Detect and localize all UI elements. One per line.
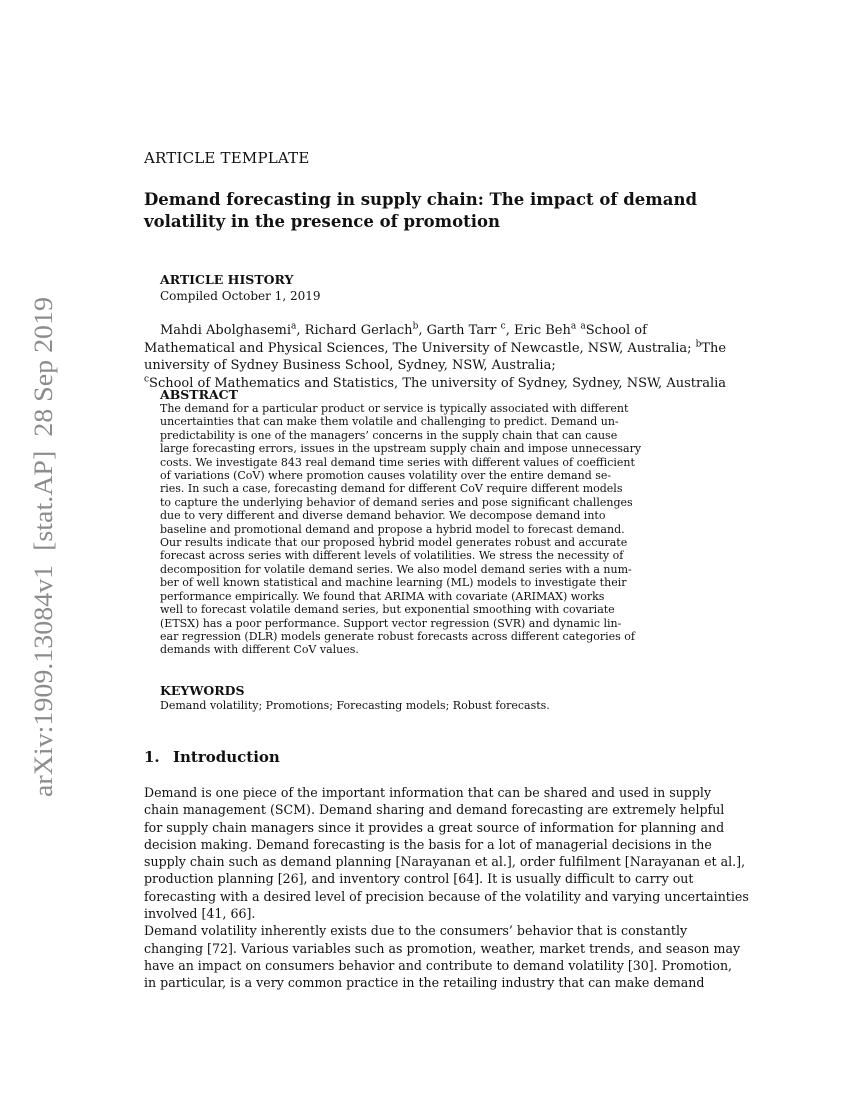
- affiliation-line: [144, 339, 727, 358]
- abstract-line: of variations (CoV) where promotion causes volatility over the entire demand se-: [160, 469, 612, 483]
- paragraph-line: chain management (SCM). Demand sharing and demand forecasting are extremely helpful: [144, 802, 725, 818]
- paragraph-line: Demand is one piece of the important information that can be shared and used in supply: [144, 785, 712, 800]
- paragraph-line: supply chain such as demand planning [Narayanan et al.], order fulfilment [Narayanan et al.],: [144, 854, 746, 870]
- affiliation-line: [144, 357, 699, 375]
- keywords-heading: KEYWORDS: [160, 683, 245, 698]
- abstract-line: to capture the underlying behavior of demand series and pose significant challenges: [160, 495, 633, 509]
- article-template-label: ARTICLE TEMPLATE: [144, 149, 310, 167]
- abstract-line: decomposition for volatile demand series. We also model demand series with a num-: [160, 562, 632, 576]
- paragraph-line: for supply chain managers since it provides a great source of information for planning and: [144, 819, 725, 835]
- affiliation-mark: c: [144, 374, 150, 385]
- paper-title-line: volatility in the presence of promotion: [144, 212, 501, 231]
- paragraph-line: involved [41, 66].: [144, 906, 256, 922]
- author-name: Mahdi Abolghasemi: [160, 323, 292, 338]
- affiliation-text: university of Sydney Business School, Sydney, NSW, Australia;: [144, 358, 556, 373]
- abstract-line: ber of well known statistical and machine learning (ML) models to investigate their: [160, 576, 627, 590]
- paper-title: [144, 189, 704, 233]
- authors-affiliations: [144, 321, 727, 392]
- affiliation-text: School of Mathematics and Statistics, The university of Sydney, Sydney, NSW, Australia: [149, 375, 727, 391]
- affiliation-mark: b: [412, 321, 419, 332]
- abstract-line: The demand for a particular product or service is typically associated with different: [160, 402, 629, 415]
- author-line: [144, 322, 699, 340]
- article-history-heading: ARTICLE HISTORY: [160, 272, 294, 287]
- keywords-text: Demand volatility; Promotions; Forecasting models; Robust forecasts.: [160, 699, 550, 712]
- paragraph-line: decision making. Demand forecasting is the basis for a lot of managerial decisions in the: [144, 836, 712, 852]
- abstract-line: well to forecast volatile demand series, but exponential smoothing with covariate: [160, 603, 615, 617]
- abstract-line: baseline and promotional demand and propose a hybrid model to forecast demand.: [160, 522, 625, 536]
- abstract-line: ries. In such a case, forecasting demand for different CoV require different models: [160, 482, 623, 496]
- abstract-line: Our results indicate that our proposed hybrid model generates robust and accurate: [160, 536, 628, 550]
- abstract-heading: ABSTRACT: [160, 387, 238, 402]
- abstract-line: uncertainties that can make them volatile and challenging to predict. Demand un-: [160, 415, 619, 429]
- author-name: , Eric Beh: [505, 323, 571, 338]
- affiliation-text: The: [701, 340, 727, 356]
- affiliation-mark: a: [580, 321, 586, 332]
- paper-title-line: Demand forecasting in supply chain: The impact of demand: [144, 190, 697, 209]
- abstract-line: demands with different CoV values.: [160, 643, 359, 657]
- affiliation-mark: a: [570, 321, 577, 332]
- abstract-line: performance empirically. We found that ARIMA with covariate (ARIMAX) works: [160, 589, 605, 603]
- section-title: Introduction: [173, 748, 280, 766]
- paragraph-line: changing [72]. Various variables such as promotion, weather, market trends, and season may: [144, 940, 741, 956]
- author-name: , Garth Tarr: [418, 323, 501, 338]
- paragraph-line: production planning [26], and inventory control [64]. It is usually difficult to carry out: [144, 871, 694, 887]
- introduction-body: [144, 784, 749, 992]
- affiliation-text: Mathematical and Physical Sciences, The University of Newcastle, NSW, Australia;: [144, 340, 696, 356]
- paragraph-line: Demand volatility inherently exists due to the consumers’ behavior that is constantly: [144, 923, 688, 939]
- abstract-line: large forecasting errors, issues in the upstream supply chain and impose unnecessary: [160, 442, 642, 456]
- author-name: , Richard Gerlach: [296, 323, 413, 338]
- abstract-line: forecast across series with different levels of volatilities. We stress the necessity of: [160, 549, 624, 563]
- affiliation-mark: a: [291, 321, 297, 332]
- paragraph-line: have an impact on consumers behavior and contribute to demand volatility [30]. Promotion,: [144, 957, 733, 973]
- arxiv-stamp-graphic: [8, 295, 68, 800]
- affiliation-mark: c: [500, 321, 506, 332]
- abstract-line: (ETSX) has a poor performance. Support vector regression (SVR) and dynamic lin-: [160, 616, 622, 630]
- affiliation-mark: b: [695, 339, 702, 350]
- abstract-body: [160, 402, 642, 657]
- compiled-date: Compiled October 1, 2019: [160, 289, 321, 303]
- affiliation-text: School of: [585, 323, 647, 338]
- abstract-line: predictability is one of the managers’ concerns in the supply chain that can cause: [160, 428, 618, 442]
- arxiv-identifier-stamp: [8, 295, 68, 800]
- arxiv-stamp-text: arXiv:1909.13084v1 [stat.AP] 28 Sep 2019: [29, 331, 58, 797]
- paragraph-line: in particular, is a very common practice in the retailing industry that can make demand: [144, 975, 705, 991]
- abstract-line: costs. We investigate 843 real demand time series with different values of coefficient: [160, 455, 635, 469]
- abstract-line: due to very different and diverse demand behavior. We decompose demand into: [160, 509, 606, 523]
- section-heading-introduction: [144, 748, 280, 766]
- section-number: 1.: [144, 748, 160, 766]
- paragraph-line: forecasting with a desired level of precision because of the volatility and varying uncertainties: [144, 888, 749, 904]
- abstract-line: ear regression (DLR) models generate robust forecasts across different categories of: [160, 629, 635, 643]
